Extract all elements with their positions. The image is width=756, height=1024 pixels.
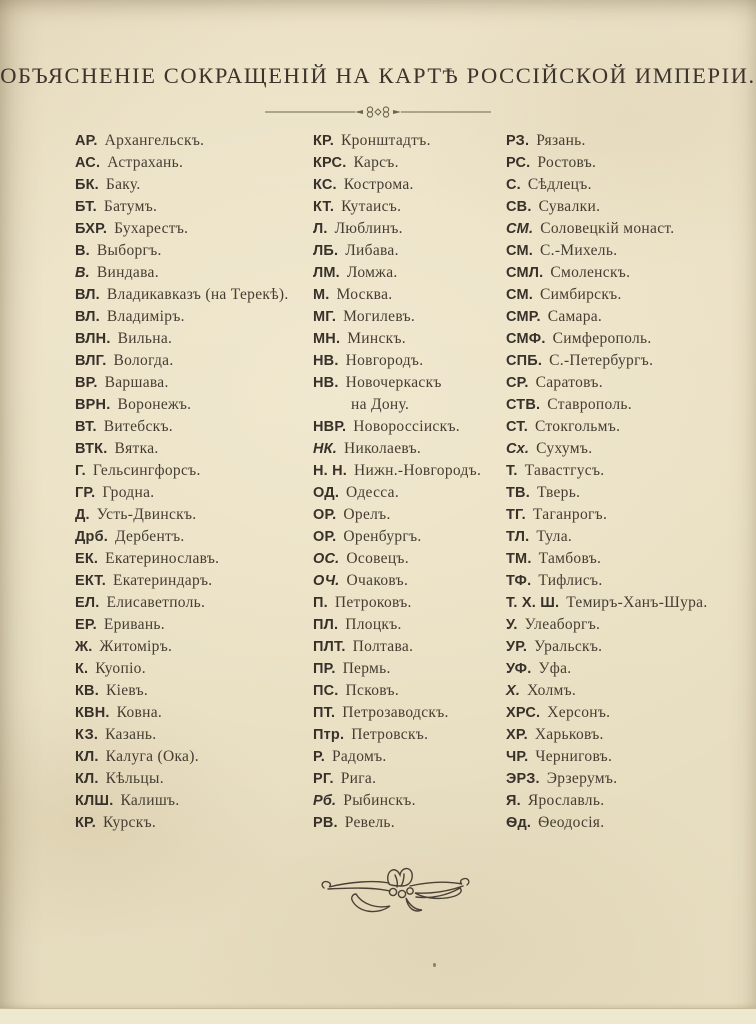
- city-name: Улеаборгъ.: [524, 616, 601, 633]
- city-name: Вятка.: [114, 440, 159, 457]
- abbrev-entry: [75, 152, 289, 174]
- abbrev-code: ВР.: [75, 375, 98, 391]
- city-name: Кострома.: [343, 176, 414, 193]
- abbrev-code: ВЛН.: [75, 331, 111, 347]
- abbrev-entry: [506, 636, 708, 658]
- abbrev-entry: [313, 680, 481, 702]
- abbrev-code: Птр.: [313, 727, 345, 743]
- city-name: Карсъ.: [353, 154, 399, 171]
- city-name: Петрозаводскъ.: [342, 704, 449, 721]
- title-divider: [0, 104, 756, 120]
- abbrev-entry: [506, 658, 708, 680]
- abbrev-code: Ж.: [75, 639, 93, 655]
- abbrev-code: ЭРЗ.: [506, 771, 540, 787]
- abbrev-code: Р.: [313, 749, 325, 765]
- city-name: Плоцкъ.: [345, 616, 402, 633]
- city-name: Могилевъ.: [343, 308, 416, 325]
- city-name: Ѳеодосія.: [538, 814, 605, 831]
- city-name: Баку.: [105, 176, 141, 193]
- abbrev-entry: [75, 284, 289, 306]
- abbrev-code: СВ.: [506, 199, 532, 215]
- abbrev-code: У.: [506, 617, 518, 633]
- abbrev-code: СТ.: [506, 419, 528, 435]
- abbrev-code: РЗ.: [506, 133, 530, 149]
- city-name: Кутаисъ.: [341, 198, 402, 215]
- abbrev-code: ЧР.: [506, 749, 529, 765]
- city-name: Вологда.: [113, 352, 174, 369]
- abbrev-code: БТ.: [75, 199, 97, 215]
- abbrev-code: СМР.: [506, 309, 541, 325]
- abbrev-code: Т. Х. Ш.: [506, 595, 560, 611]
- city-name: Владимiръ.: [106, 308, 185, 325]
- abbrev-code: ВЛГ.: [75, 353, 107, 369]
- abbrev-code: РС.: [506, 155, 531, 171]
- abbrev-entry: [75, 614, 289, 636]
- abbrev-code: РГ.: [313, 771, 334, 787]
- abbrev-entry: [313, 240, 481, 262]
- abbrev-code: СМФ.: [506, 331, 546, 347]
- abbrev-entry: [75, 350, 289, 372]
- city-name-continuation: на Дону.: [351, 396, 410, 413]
- city-name: Одесса.: [346, 484, 399, 501]
- abbrev-entry: [75, 306, 289, 328]
- abbrev-code: ТФ.: [506, 573, 532, 589]
- abbrev-entry: [506, 262, 708, 284]
- city-name: Смоленскъ.: [550, 264, 631, 281]
- abbrev-code: ОЧ.: [313, 573, 340, 589]
- abbrev-code: КЛ.: [75, 771, 99, 787]
- abbrev-code: ВРН.: [75, 397, 111, 413]
- abbrev-entry: [506, 724, 708, 746]
- city-name: С.-Петербургъ.: [549, 352, 654, 369]
- abbrev-entry: [313, 790, 481, 812]
- city-name: Тамбовъ.: [538, 550, 602, 567]
- abbrev-code: КРС.: [313, 155, 347, 171]
- abbrev-entry: [506, 196, 708, 218]
- city-name: Дербентъ.: [114, 528, 185, 545]
- abbrev-code: ОС.: [313, 551, 340, 567]
- city-name: Оренбургъ.: [343, 528, 422, 545]
- abbrev-entry: [506, 526, 708, 548]
- city-name: Витебскъ.: [103, 418, 173, 435]
- city-name: Тавастгусъ.: [524, 462, 605, 479]
- city-name: Москва.: [336, 286, 393, 303]
- abbrev-entry: [506, 394, 708, 416]
- abbrev-entry: [313, 482, 481, 504]
- abbrev-code: ОР.: [313, 529, 337, 545]
- abbrev-entry: [75, 768, 289, 790]
- city-name: Еривань.: [103, 616, 165, 633]
- abbrev-entry: [506, 438, 708, 460]
- abbrev-entry: [506, 548, 708, 570]
- abbrev-code: АР.: [75, 133, 98, 149]
- abbrev-code: КЛШ.: [75, 793, 114, 809]
- abbrev-entry: [313, 196, 481, 218]
- abbrev-entry: [506, 482, 708, 504]
- abbrev-code: Сх.: [506, 441, 530, 457]
- abbrev-entry: [75, 482, 289, 504]
- abbrev-entry: [75, 724, 289, 746]
- abbrev-code: ВТК.: [75, 441, 108, 457]
- city-name: Сѣдлецъ.: [527, 176, 592, 193]
- abbrev-entry: [313, 152, 481, 174]
- abbrev-entry: [313, 504, 481, 526]
- abbrev-code: СМ.: [506, 221, 534, 237]
- city-name: Уфа.: [538, 660, 572, 677]
- abbrev-entry: [75, 570, 289, 592]
- city-name: Сухумъ.: [536, 440, 593, 457]
- abbrev-entry: [75, 658, 289, 680]
- abbrev-code: СТВ.: [506, 397, 541, 413]
- city-name: Ярославль.: [527, 792, 605, 809]
- abbrev-entry: [75, 680, 289, 702]
- abbrev-entry: [75, 328, 289, 350]
- city-name: Ставрополь.: [547, 396, 632, 413]
- city-name: Тула.: [536, 528, 573, 545]
- city-name: Батумъ.: [103, 198, 158, 215]
- abbrev-code: СМ.: [506, 243, 533, 259]
- abbrev-code: КР.: [75, 815, 96, 831]
- abbrev-code: КЗ.: [75, 727, 99, 743]
- page-title: ОБЪЯСНЕНІЕ СОКРАЩЕНІЙ НА КАРТѢ РОССІЙСКОЙ ИМПЕРІИ.: [0, 63, 756, 88]
- abbrev-code: С.: [506, 177, 521, 193]
- abbrev-code: ПР.: [313, 661, 336, 677]
- abbrev-code: МГ.: [313, 309, 337, 325]
- abbrev-entry: [506, 460, 708, 482]
- abbrev-code: ОР.: [313, 507, 337, 523]
- city-name: Симферополь.: [552, 330, 652, 347]
- abbrev-code: СМЛ.: [506, 265, 544, 281]
- abbrev-code: Рб.: [313, 793, 337, 809]
- abbrev-code: В.: [75, 243, 90, 259]
- abbrev-code: КВ.: [75, 683, 99, 699]
- abbrev-entry: [313, 284, 481, 306]
- abbrev-code: Н. Н.: [313, 463, 348, 479]
- abbrev-code: Г.: [75, 463, 86, 479]
- city-name: Выборгъ.: [96, 242, 162, 259]
- city-name: Минскъ.: [347, 330, 406, 347]
- city-name: С.-Михель.: [540, 242, 618, 259]
- abbrev-entry: [506, 504, 708, 526]
- abbrev-code: ВЛ.: [75, 287, 100, 303]
- abbrev-entry: [75, 526, 289, 548]
- city-name: Екатериндаръ.: [112, 572, 213, 589]
- abbrev-entry: [75, 790, 289, 812]
- abbrev-entry: [313, 614, 481, 636]
- flourish-icon: [318, 858, 473, 918]
- city-name: Ростовъ.: [537, 154, 597, 171]
- city-name: Петроковъ.: [334, 594, 412, 611]
- abbrev-entry: [313, 636, 481, 658]
- abbrev-code: ПЛТ.: [313, 639, 346, 655]
- abbrev-code: УФ.: [506, 661, 532, 677]
- abbrev-code: ХРС.: [506, 705, 541, 721]
- abbrev-entry: [313, 174, 481, 196]
- abbrev-entry: [506, 614, 708, 636]
- abbrev-entry: [506, 284, 708, 306]
- abbrev-code: ЕКТ.: [75, 573, 106, 589]
- abbrev-entry: [506, 218, 708, 240]
- abbrev-code: ЕК.: [75, 551, 99, 567]
- abbrev-code: СР.: [506, 375, 529, 391]
- abbrev-code: КР.: [313, 133, 334, 149]
- abbrev-entry: [313, 768, 481, 790]
- abbrev-code: ВЛ.: [75, 309, 100, 325]
- abbrev-code: Д.: [75, 507, 90, 523]
- abbrev-entry: [506, 372, 708, 394]
- abbrev-entry: [313, 592, 481, 614]
- abbrev-code: ЕЛ.: [75, 595, 100, 611]
- abbrev-entry: [313, 130, 481, 152]
- city-name: Екатеринославъ.: [105, 550, 220, 567]
- legend-column-3: [506, 130, 708, 834]
- city-name: Таганрогъ.: [532, 506, 608, 523]
- abbrev-entry: [313, 350, 481, 372]
- city-name: Кѣльцы.: [105, 770, 164, 787]
- abbrev-code: Я.: [506, 793, 521, 809]
- abbrev-code: ЕР.: [75, 617, 97, 633]
- city-name: Тифлисъ.: [538, 572, 603, 589]
- abbrev-entry: [313, 262, 481, 284]
- abbrev-code: ПЛ.: [313, 617, 339, 633]
- city-name: Ревель.: [344, 814, 395, 831]
- city-name: Астрахань.: [107, 154, 184, 171]
- abbrev-code: АС.: [75, 155, 101, 171]
- abbrev-entry: [75, 262, 289, 284]
- abbrev-entry: [313, 570, 481, 592]
- city-name: Пермь.: [342, 660, 391, 677]
- abbrev-entry: [506, 812, 708, 834]
- abbrev-entry: [75, 746, 289, 768]
- abbrev-code: Ѳд.: [506, 815, 532, 831]
- city-name: Новороссіискъ.: [353, 418, 460, 435]
- abbrev-code: КС.: [313, 177, 337, 193]
- abbrev-entry: [313, 416, 481, 438]
- city-name: Рязань.: [536, 132, 586, 149]
- city-name: Рыбинскъ.: [343, 792, 416, 809]
- city-name: Усть-Двинскъ.: [96, 506, 197, 523]
- legend-column-1: [75, 130, 289, 834]
- abbrev-entry: [506, 592, 708, 614]
- abbrev-entry: [313, 812, 481, 834]
- city-name: Псковъ.: [345, 682, 400, 699]
- abbrev-code: БК.: [75, 177, 99, 193]
- abbrev-entry: [506, 328, 708, 350]
- abbrev-code: БХР.: [75, 221, 108, 237]
- abbrev-code: НК.: [313, 441, 338, 457]
- abbrev-entry: [75, 702, 289, 724]
- abbrev-code: НВ.: [313, 353, 339, 369]
- city-name: Новочеркаскъ: [345, 374, 442, 391]
- abbrev-code: ОД.: [313, 485, 340, 501]
- city-name: Соловецкій монаст.: [540, 220, 675, 237]
- abbrev-entry: [75, 130, 289, 152]
- city-name: Ломжа.: [346, 264, 398, 281]
- abbrev-entry: [506, 790, 708, 812]
- city-name: Вильна.: [117, 330, 173, 347]
- flourish-ornament: [318, 858, 473, 918]
- abbrev-code: МН.: [313, 331, 341, 347]
- city-name: Рига.: [340, 770, 377, 787]
- abbrev-entry: [313, 724, 481, 746]
- city-name: Сувалки.: [538, 198, 601, 215]
- city-name: Калишъ.: [120, 792, 180, 809]
- abbrev-entry: [75, 218, 289, 240]
- city-name: Калуга (Ока).: [105, 748, 199, 765]
- abbrev-entry: [506, 680, 708, 702]
- city-name: Кронштадтъ.: [340, 132, 431, 149]
- abbrev-entry: [506, 350, 708, 372]
- paper-speck: [433, 963, 436, 967]
- abbrev-code: Л.: [313, 221, 328, 237]
- city-name: Очаковъ.: [346, 572, 409, 589]
- abbrev-entry: [75, 812, 289, 834]
- abbrev-entry: [506, 416, 708, 438]
- abbrev-code: ПС.: [313, 683, 339, 699]
- abbrev-code: СПБ.: [506, 353, 543, 369]
- city-name: Казань.: [105, 726, 157, 743]
- abbrev-entry: [313, 306, 481, 328]
- divider-ornament-icon: [263, 104, 493, 120]
- abbrev-entry: [75, 196, 289, 218]
- city-name: Стокгольмъ.: [534, 418, 621, 435]
- city-name: Житомiръ.: [99, 638, 173, 655]
- abbrev-entry: [75, 592, 289, 614]
- abbrev-code: КТ.: [313, 199, 335, 215]
- city-name: Радомъ.: [331, 748, 387, 765]
- abbrev-code: Дрб.: [75, 529, 108, 545]
- city-name: Самара.: [547, 308, 603, 325]
- abbrev-code: РВ.: [313, 815, 338, 831]
- abbrev-code: УР.: [506, 639, 528, 655]
- city-name: Холмъ.: [527, 682, 577, 699]
- abbrev-code: СМ.: [506, 287, 533, 303]
- city-name: Петровскъ.: [351, 726, 429, 743]
- abbrev-code: Х.: [506, 683, 521, 699]
- abbrev-code: В.: [75, 265, 90, 281]
- abbrev-entry: [506, 702, 708, 724]
- abbrev-entry: [313, 658, 481, 680]
- city-name: Куопiо.: [95, 660, 146, 677]
- abbrev-code: ПТ.: [313, 705, 336, 721]
- abbrev-entry: [75, 394, 289, 416]
- abbrev-code: ЛМ.: [313, 265, 340, 281]
- abbrev-entry: [506, 130, 708, 152]
- city-name: Бухарестъ.: [114, 220, 189, 237]
- abbrev-entry: [313, 218, 481, 240]
- abbrev-entry: [506, 306, 708, 328]
- city-name: Гельсингфорсъ.: [92, 462, 201, 479]
- abbrev-entry: [506, 152, 708, 174]
- abbrev-entry: [313, 372, 481, 394]
- city-name: Ковна.: [116, 704, 163, 721]
- abbrev-code: Т.: [506, 463, 518, 479]
- abbrev-code: ГР.: [75, 485, 96, 501]
- abbrev-entry: [313, 526, 481, 548]
- abbrev-code: КЛ.: [75, 749, 99, 765]
- city-name: Симбирскъ.: [540, 286, 622, 303]
- city-name: Херсонъ.: [547, 704, 611, 721]
- city-name: Архангельскъ.: [104, 132, 205, 149]
- abbrev-code: П.: [313, 595, 328, 611]
- abbrev-entry: [506, 746, 708, 768]
- abbrev-code: ТЛ.: [506, 529, 530, 545]
- abbrev-entry: [506, 174, 708, 196]
- abbrev-code: ВТ.: [75, 419, 97, 435]
- city-name: Харьковъ.: [534, 726, 604, 743]
- city-name: Гродна.: [102, 484, 155, 501]
- city-name: Варшава.: [104, 374, 169, 391]
- abbrev-entry: [313, 702, 481, 724]
- city-name: Эрзерумъ.: [546, 770, 618, 787]
- abbrev-code: ЛБ.: [313, 243, 339, 259]
- city-name: Осовецъ.: [346, 550, 409, 567]
- city-name: Полтава.: [352, 638, 414, 655]
- abbrev-entry: [75, 548, 289, 570]
- abbrev-entry: [75, 240, 289, 262]
- city-name: Воронежъ.: [117, 396, 192, 413]
- abbrev-code: КВН.: [75, 705, 110, 721]
- abbrev-code: ТГ.: [506, 507, 526, 523]
- city-name: Кiевъ.: [105, 682, 149, 699]
- city-name: Темиръ-Ханъ-Шура.: [566, 594, 708, 611]
- abbrev-code: ТВ.: [506, 485, 530, 501]
- abbrev-entry: [75, 438, 289, 460]
- abbrev-entry: [75, 174, 289, 196]
- abbrev-code: М.: [313, 287, 330, 303]
- abbrev-entry: [506, 240, 708, 262]
- city-name: Владикавказъ (на Терекѣ).: [106, 286, 289, 303]
- city-name: Елисаветполь.: [106, 594, 206, 611]
- abbrev-entry: [313, 438, 481, 460]
- city-name: Виндава.: [96, 264, 159, 281]
- page-bottom-edge: [0, 1008, 756, 1024]
- abbrev-code: НВ.: [313, 375, 339, 391]
- city-name: Люблинъ.: [334, 220, 403, 237]
- city-name: Новгородъ.: [345, 352, 424, 369]
- abbrev-entry: [313, 328, 481, 350]
- city-name: Орелъ.: [343, 506, 391, 523]
- legend-column-2: [313, 130, 481, 834]
- city-name: Либава.: [345, 242, 399, 259]
- abbrev-entry: [313, 548, 481, 570]
- abbrev-code: ТМ.: [506, 551, 532, 567]
- abbrev-entry: [313, 746, 481, 768]
- city-name: Нижн.-Новгородъ.: [354, 462, 482, 479]
- city-name: Саратовъ.: [535, 374, 603, 391]
- abbrev-code: ХР.: [506, 727, 528, 743]
- city-name: Тверь.: [536, 484, 581, 501]
- abbrev-entry: [75, 460, 289, 482]
- abbrev-code: НВР.: [313, 419, 347, 435]
- city-name: Уральскъ.: [534, 638, 603, 655]
- abbrev-entry: [75, 504, 289, 526]
- abbrev-entry: [506, 570, 708, 592]
- city-name: Курскъ.: [102, 814, 157, 831]
- abbrev-entry: [75, 416, 289, 438]
- abbrev-code: К.: [75, 661, 89, 677]
- city-name: Черниговъ.: [535, 748, 613, 765]
- abbrev-entry: [313, 460, 481, 482]
- abbrev-entry: [506, 768, 708, 790]
- abbrev-entry: [75, 636, 289, 658]
- city-name: Николаевъ.: [344, 440, 422, 457]
- abbrev-entry: [75, 372, 289, 394]
